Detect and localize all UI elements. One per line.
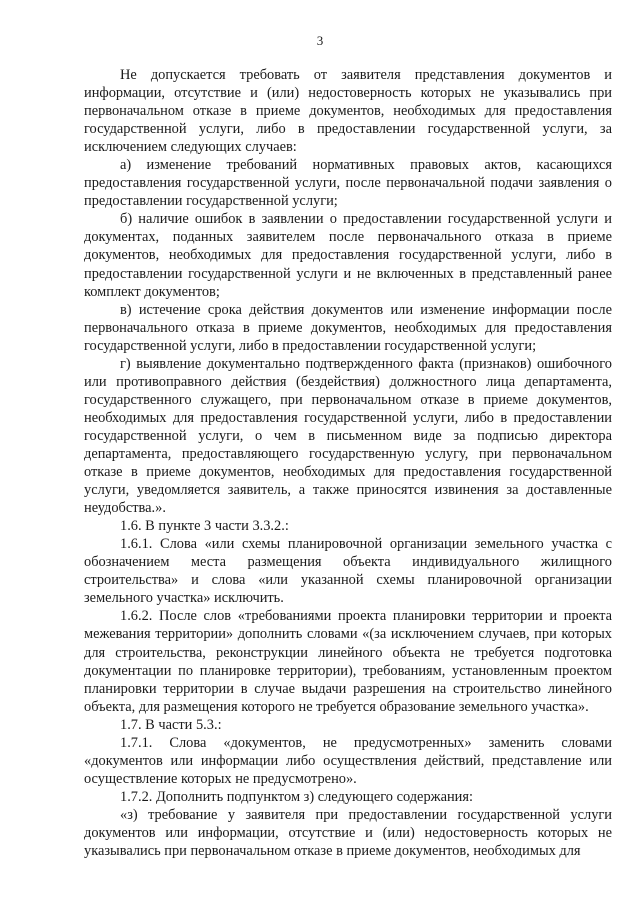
paragraph-case-a: а) изменение требований нормативных правовых актов, касающихся предоставления государственной услуги, после первоначальной подачи заявления о предоставлении государственной услуги;	[84, 157, 612, 210]
paragraph-subpoint-z: «з) требование у заявителя при предоставлении государственной услуги документов или информации, отсутствие и (или) недостоверность которых не указывались при первоначальном отказе в приеме документов, необходимых для	[84, 806, 612, 860]
paragraph-case-v: в) истечение срока действия документов или изменение информации после первоначального отказа в приеме документов, необходимых для предоставления государственной услуги, либо в предоставлении государственной услуги;	[84, 301, 612, 354]
paragraph-1-6-2: 1.6.2. После слов «требованиями проекта планировки территории и проекта межевания территории» дополнить словами «(за исключением случаев, при которых для строительства, реконструкции линейного объекта не требуется подготовка документации по планировке территории), требованиям, установленным проектом планировки территории в случае выдачи разрешения на строительство линейного объекта, для размещения которого не требуется образование земельного участка».	[84, 608, 612, 715]
paragraph-1-7-1: 1.7.1. Слова «документов, не предусмотренных» заменить словами «документов или информации либо осуществления действий, представление или осуществление которых не предусмотрено».	[84, 734, 612, 787]
paragraph-case-g: г) выявление документально подтвержденного факта (признаков) ошибочного или противоправного действия (бездействия) должностного лица департамента, государственного служащего, при первоначальном отказе в приеме документов, необходимых для предоставления государственной услуги, либо в предоставлении государственной услуги, о чем в письменном виде за подписью директора департамента, предоставляющего государственную услугу, при первоначальном отказе в приеме документов, необходимых для предоставления государственной услуги, уведомляется заявитель, а также приносятся извинения за доставленные неудобства.».	[84, 355, 612, 517]
page-number: 3	[316, 33, 324, 48]
paragraph-1-7: 1.7. В части 5.3.:	[120, 716, 222, 733]
paragraph-case-b: б) наличие ошибок в заявлении о предоставлении государственной услуги и документах, поданных заявителем после первоначального отказа в приеме документов, необходимых для предоставления государственной услуги, либо в предоставлении государственной услуги и не включенных в представленный ранее комплект документов;	[84, 211, 612, 300]
document-body	[84, 66, 612, 860]
paragraph-1-6: 1.6. В пункте 3 части 3.3.2.:	[120, 518, 289, 535]
paragraph-1-7-2: 1.7.2. Дополнить подпунктом з) следующего содержания:	[120, 788, 473, 805]
paragraph-intro: Не допускается требовать от заявителя представления документов и информации, отсутствие и (или) недостоверность которых не указывались при первоначальном отказе в приеме документов, необходимых для предоставления государственной услуги, либо в предоставлении государственной услуги, за исключением следующих случаев:	[84, 67, 612, 156]
paragraph-1-6-1: 1.6.1. Слова «или схемы планировочной организации земельного участка с обозначением места размещения объекта индивидуального жилищного строительства» и слова «или указанной схемы планировочной организации земельного участка» исключить.	[84, 536, 612, 607]
